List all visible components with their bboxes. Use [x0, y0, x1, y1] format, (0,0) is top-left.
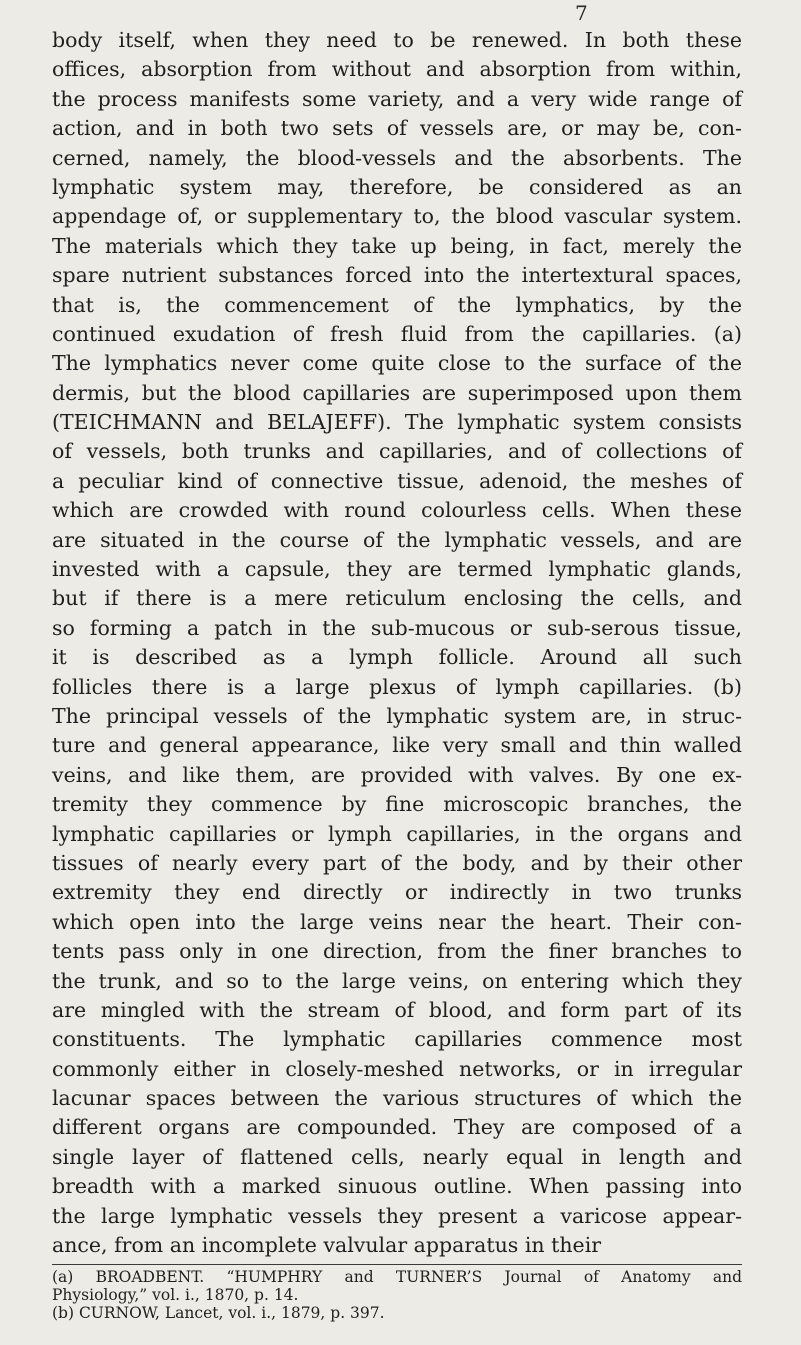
text-line: tremity they commence by fine microscopic branches, the [52, 792, 742, 817]
text-line: that is, the commencement of the lymphatics, by the [52, 292, 742, 317]
body-text [52, 26, 742, 1260]
text-line: different organs are compounded. They are composed of a [52, 1115, 742, 1140]
text-line: veins, and like them, are provided with valves. By one ex- [52, 762, 742, 787]
text-line: appendage of, or supplementary to, the blood vascular system. [52, 204, 742, 229]
text-line: lymphatic capillaries or lymph capillaries, in the organs and [52, 821, 742, 846]
text-line: but if there is a mere reticulum enclosing the cells, and [52, 586, 742, 611]
text-line: tents pass only in one direction, from the finer branches to [52, 939, 742, 964]
footnote-b: (b) CURNOW, Lancet, vol. i., 1879, p. 397. [52, 1304, 385, 1322]
text-line: extremity they end directly or indirectly in two trunks [52, 880, 742, 905]
text-line: The lymphatics never come quite close to the surface of the [52, 351, 742, 376]
footnote-a-line-2: Physiology,” vol. i., 1870, p. 14. [52, 1286, 299, 1304]
text-line: lacunar spaces between the various structures of which the [52, 1086, 742, 1111]
text-line: constituents. The lymphatic capillaries commence most [52, 1027, 742, 1052]
text-line: continued exudation of fresh fluid from the capillaries. (a) [52, 321, 742, 346]
text-line: body itself, when they need to be renewed. In both these [52, 28, 742, 52]
text-line: are situated in the course of the lymphatic vessels, and are [52, 527, 742, 552]
text-line: of vessels, both trunks and capillaries, and of collections of [52, 439, 742, 464]
text-line: lymphatic system may, therefore, be considered as an [52, 174, 742, 199]
footnote-a-line-1: (a) BROADBENT. “HUMPHRY and TURNER’S Journal of Anatomy and [52, 1268, 742, 1286]
page-number: 7 [575, 1, 588, 25]
text-line: commonly either in closely-meshed networks, or in irregular [52, 1056, 742, 1081]
text-line: action, and in both two sets of vessels are, or may be, con- [52, 116, 742, 141]
footnotes [52, 1268, 742, 1322]
text-line: it is described as a lymph follicle. Around all such [52, 645, 742, 670]
text-line: dermis, but the blood capillaries are superimposed upon them [52, 380, 742, 405]
text-line: The principal vessels of the lymphatic system are, in struc- [52, 703, 742, 728]
text-line: a peculiar kind of connective tissue, adenoid, the meshes of [52, 468, 742, 493]
text-line: tissues of nearly every part of the body, and by their other [52, 850, 742, 875]
text-line: The materials which they take up being, in fact, merely the [52, 233, 742, 258]
text-line: ture and general appearance, like very small and thin walled [52, 733, 742, 758]
text-line: spare nutrient substances forced into the intertextural spaces, [52, 263, 742, 288]
text-line: (TEICHMANN and BELAJEFF). The lymphatic system consists [52, 410, 742, 435]
text-line: the large lymphatic vessels they present a varicose appear- [52, 1203, 742, 1228]
text-line: offices, absorption from without and absorption from within, [52, 57, 742, 82]
text-line: the trunk, and so to the large veins, on entering which they [52, 968, 742, 993]
text-line: which open into the large veins near the heart. Their con- [52, 909, 742, 934]
text-line: which are crowded with round colourless cells. When these [52, 498, 742, 523]
text-line: so forming a patch in the sub-mucous or sub-serous tissue, [52, 615, 742, 640]
text-line: the process manifests some variety, and a very wide range of [52, 86, 742, 111]
text-line: cerned, namely, the blood-vessels and the absorbents. The [52, 145, 742, 170]
text-line: are mingled with the stream of blood, and form part of its [52, 997, 742, 1022]
text-line: invested with a capsule, they are termed lymphatic glands, [52, 557, 742, 582]
text-line: single layer of flattened cells, nearly equal in length and [52, 1144, 742, 1169]
text-line: follicles there is a large plexus of lymph capillaries. (b) [52, 674, 742, 699]
text-line: breadth with a marked sinuous outline. When passing into [52, 1174, 742, 1199]
footnote-divider [52, 1264, 742, 1265]
text-line: ance, from an incomplete valvular apparatus in their [52, 1233, 602, 1258]
